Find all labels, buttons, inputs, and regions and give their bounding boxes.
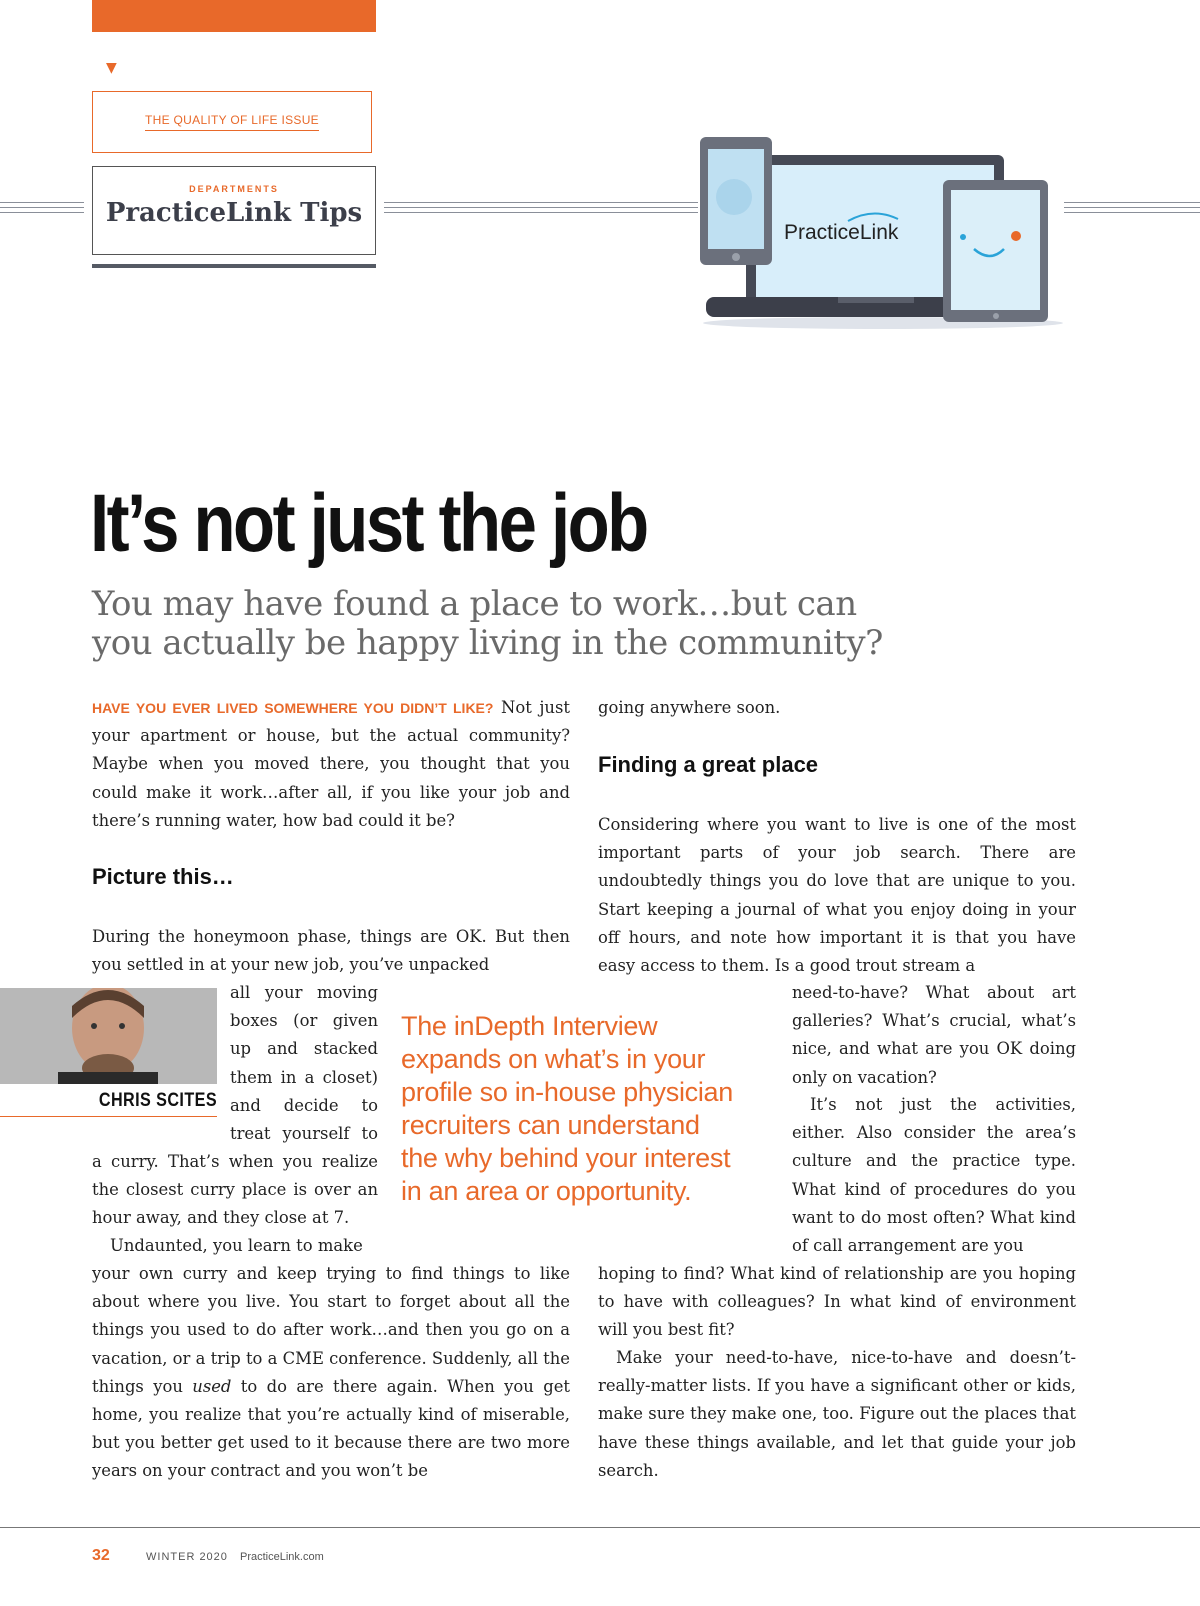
device-logo: PracticeLink <box>784 221 899 244</box>
wrapped-line: boxes (or given <box>230 1011 378 1031</box>
photo-caption: CHRIS SCITES <box>98 1090 217 1111</box>
paragraph-curry: a curry. That’s when you realize the closest curry place is over an hour away, and they close at 7. <box>92 1152 378 1228</box>
divider-rule <box>1064 202 1200 213</box>
pull-quote: The inDepth Interview expands on what’s in your profile so in-house physician recruiters can understand the why behind your interest in an area or opportunity. <box>401 1011 733 1206</box>
paragraph-undaunted-start: Undaunted, you learn to make <box>110 1236 363 1255</box>
wrapped-lines <box>230 979 378 1148</box>
paragraph-need-to-have: need-to-have? What about art galleries? What’s crucial, what’s nice, and what are you OK doing only on vacation? <box>792 983 1076 1087</box>
intro-paragraph <box>92 694 570 835</box>
undaunted-text-1: your own curry and keep trying to find things to like about where you live. You start to forget about all the things you used to do after work…and then you go on a vacation, or a trip to a CME conference. Suddenly, all the things you <box>92 1264 570 1396</box>
header-accent-bar <box>92 0 376 32</box>
subhead-finding: Finding a great place <box>598 752 819 777</box>
paragraph-honeymoon: During the honeymoon phase, things are OK. But then you settled in at your new job, you’ve unpacked <box>92 927 570 975</box>
wrapped-line: all your moving <box>230 983 378 1002</box>
article-title: It’s not just the job <box>90 478 647 569</box>
subhead-picture-this: Picture this… <box>92 864 234 889</box>
wrapped-line: them in a closet) <box>230 1067 378 1087</box>
paragraph-hoping: hoping to find? What kind of relationship are you hoping to have with colleagues? In what kind of environment will you best fit? <box>598 1264 1076 1340</box>
footer-rule <box>0 1527 1200 1528</box>
issue-label: THE QUALITY OF LIFE ISSUE <box>145 113 319 131</box>
col2-continuation: going anywhere soon. <box>598 698 781 717</box>
department-label: DEPARTMENTS <box>189 184 279 194</box>
article-deck: You may have found a place to work…but can you actually be happy living in the community? <box>92 584 883 663</box>
department-box <box>92 166 376 255</box>
paragraph-undaunted <box>92 1260 570 1486</box>
wrapped-line: and decide to <box>230 1095 378 1115</box>
paragraph-activities: It’s not just the activities, either. Also consider the area’s culture and the practice type. What kind of procedures do you want to do most often? What kind of call arrangement are you <box>792 1095 1076 1256</box>
department-underline <box>92 264 376 268</box>
paragraph-considering: Considering where you want to live is one of the most important parts of your job search. There are undoubtedly things you do love that are unique to you. Start keeping a journal of what you enjoy doing in your off hours, and note how important it is that you have easy access to them. Is a good trout stream a <box>598 815 1076 976</box>
undaunted-text-2: to do are there again. When you get home, you realize that you’re actually kind of miserable, but you better get used to it because there are two more years on your contract and you won’t be <box>92 1376 570 1481</box>
page-number: 32 <box>92 1547 110 1564</box>
intro-text: Not just your apartment or house, but the actual community? Maybe when you moved there, you thought that you could make it work…after all, if you like your job and there’s running water, how bad could it be? <box>92 698 570 830</box>
website-link[interactable]: PracticeLink.com <box>240 1551 324 1563</box>
wrapped-line: up and stacked <box>230 1039 378 1059</box>
wrapped-line: treat yourself to <box>230 1124 378 1144</box>
divider-rule <box>0 202 84 213</box>
issue-label-box <box>92 91 372 153</box>
paragraph-lists: Make your need-to-have, nice-to-have and doesn’t-really-matter lists. If you have a significant other or kids, make sure they make one, too. Figure out the places that have these things available, and let that guide your job search. <box>598 1348 1076 1480</box>
lead-in: HAVE YOU EVER LIVED SOMEWHERE YOU DIDN’T LIKE? <box>92 700 494 716</box>
author-photo <box>0 988 217 1084</box>
undaunted-emphasis: used <box>192 1376 232 1396</box>
department-title: PracticeLink Tips <box>105 198 363 228</box>
divider-rule <box>384 202 698 213</box>
issue-date: WINTER 2020 <box>146 1551 228 1563</box>
photo-caption-row <box>0 1090 217 1117</box>
devices-illustration <box>698 135 1068 335</box>
triangle-down-icon: ▼ <box>106 60 117 76</box>
person-photo <box>0 988 217 1084</box>
